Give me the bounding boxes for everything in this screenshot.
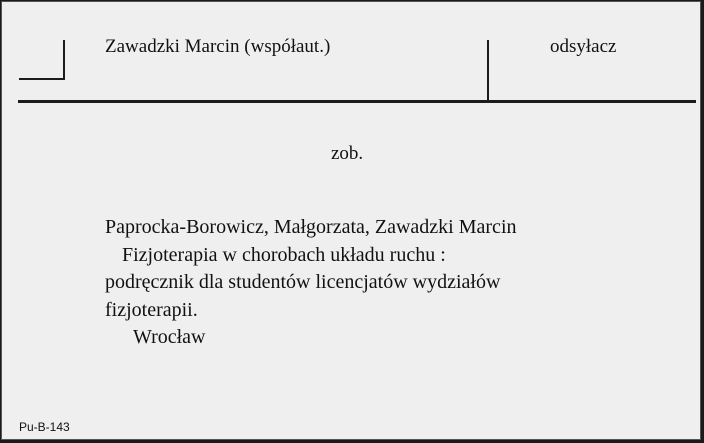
header-rule (18, 100, 696, 103)
entry-title-line-3: fizjoterapii. (105, 298, 198, 321)
entry-place: Wrocław (133, 326, 206, 348)
corner-mark-horizontal (19, 78, 65, 80)
card-type: odsyłacz (550, 36, 617, 57)
shelf-signature: Pu-B-143 (19, 420, 70, 434)
see-reference: zob. (331, 143, 364, 164)
entry-title-line-2: podręcznik dla studentów licencjatów wydziałów (105, 271, 501, 293)
corner-mark-vertical (63, 40, 65, 80)
entry-title-line-1: Fizjoterapia w chorobach układu ruchu : (122, 243, 446, 266)
entry-authors: Paprocka-Borowicz, Małgorzata, Zawadzki Marcin (105, 216, 517, 238)
header-divider-vertical (487, 40, 489, 102)
catalog-card (1, 1, 701, 440)
heading-name: Zawadzki Marcin (współaut.) (105, 36, 331, 57)
entry-description (105, 214, 517, 352)
